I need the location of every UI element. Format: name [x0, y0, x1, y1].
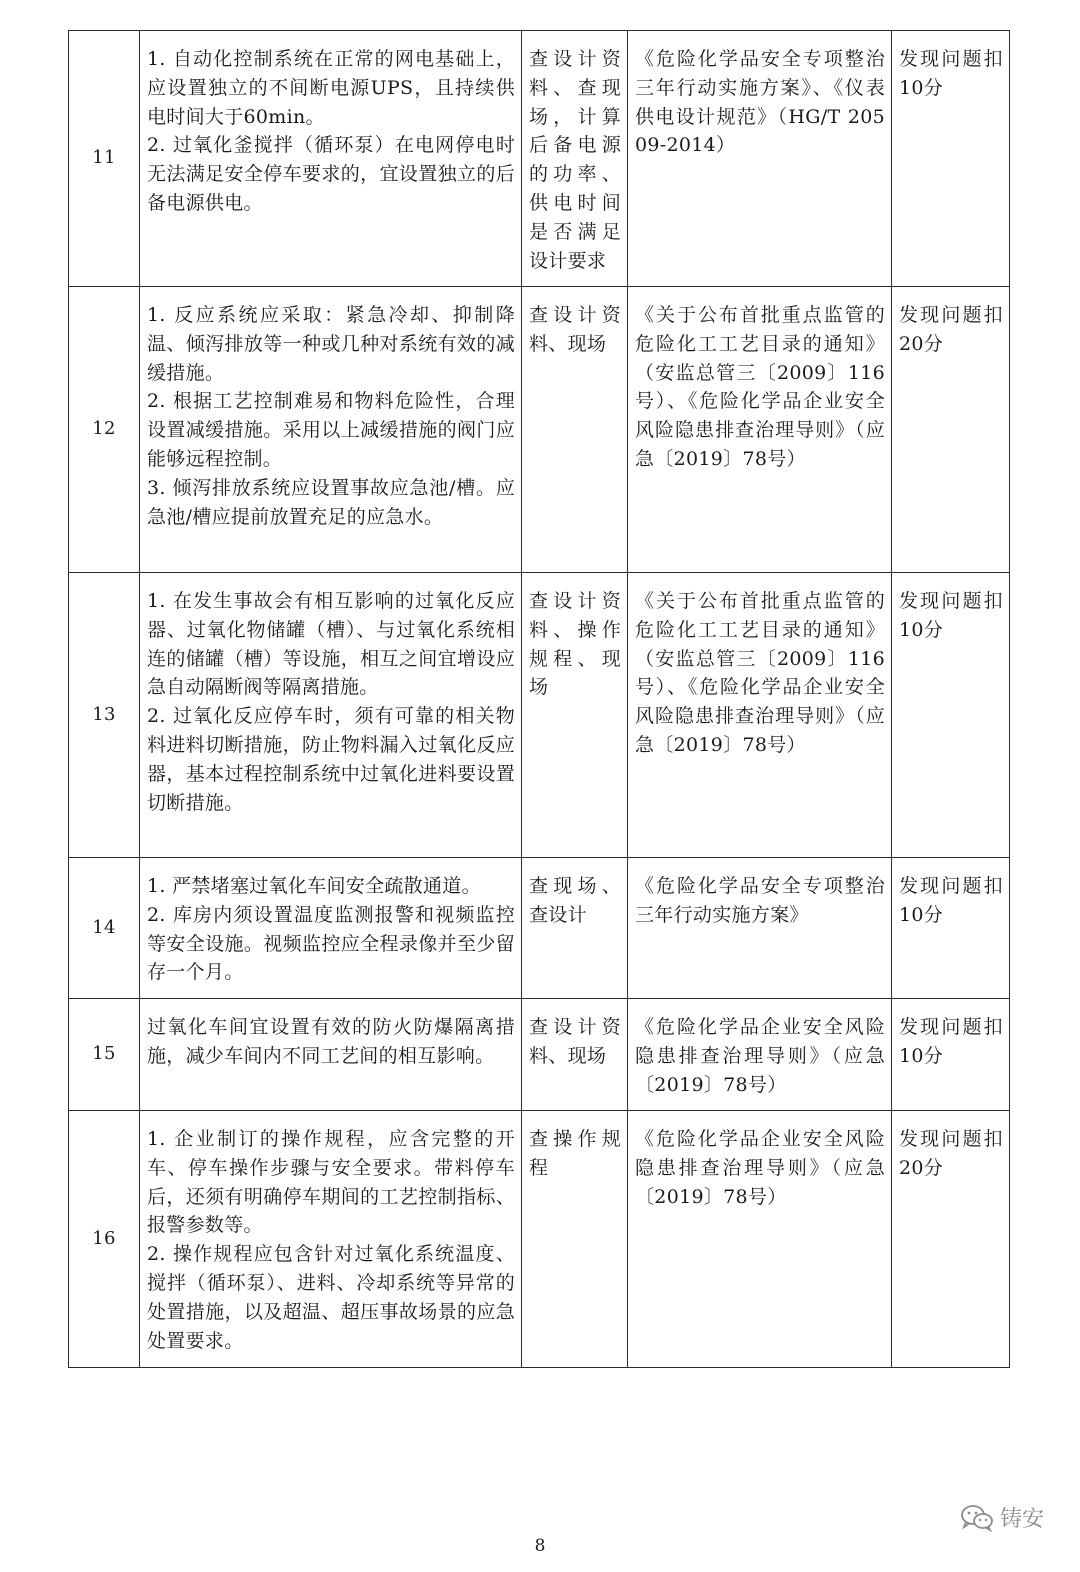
- item-number: 15: [69, 999, 140, 1111]
- watermark-text: 铸安: [999, 1507, 1044, 1532]
- method-text: 查设计资料、查现场，计算后备电源的功率、供电时间是否满足设计要求: [529, 48, 621, 272]
- table-row: [69, 31, 1010, 287]
- requirement-line: 3. 倾泻排放系统应设置事故应急池/槽。应急池/槽应提前放置充足的应急水。: [147, 476, 515, 528]
- requirement-line: 2. 过氧化反应停车时，须有可靠的相关物料进料切断措施，防止物料漏入过氧化反应器，基本过程控制系统中过氧化进料要设置切断措施。: [147, 705, 515, 814]
- requirement-line: 2. 库房内须设置温度监测报警和视频监控等安全设施。视频监控应全程录像并至少留存一个月。: [147, 903, 515, 984]
- requirements-cell: [140, 573, 522, 858]
- method-cell: [522, 1111, 628, 1368]
- item-number: 11: [69, 31, 140, 287]
- method-text: 查现场、查设计: [529, 875, 621, 926]
- method-cell: [522, 287, 628, 573]
- item-number: 16: [69, 1111, 140, 1368]
- method-cell: [522, 999, 628, 1111]
- table-row: [69, 1111, 1010, 1368]
- score-cell: [892, 1111, 1010, 1368]
- requirement-line: 1. 在发生事故会有相互影响的过氧化反应器、过氧化物储罐（槽）、与过氧化系统相连的储罐（槽）等设施，相互之间宜增设应急自动隔断阀等隔离措施。: [147, 590, 515, 699]
- requirements-cell: [140, 31, 522, 287]
- score-text: 发现问题扣20分: [899, 1128, 1003, 1179]
- basis-cell: [628, 1111, 892, 1368]
- requirements-cell: [140, 858, 522, 999]
- score-cell: [892, 31, 1010, 287]
- score-text: 发现问题扣10分: [899, 48, 1003, 99]
- requirement-line: 1. 严禁堵塞过氧化车间安全疏散通道。: [147, 875, 481, 897]
- score-text: 发现问题扣10分: [899, 875, 1003, 926]
- requirements-cell: [140, 999, 522, 1111]
- requirement-line: 过氧化车间宜设置有效的防火防爆隔离措施，减少车间内不同工艺间的相互影响。: [147, 1016, 515, 1067]
- item-number: 14: [69, 858, 140, 999]
- method-cell: [522, 31, 628, 287]
- table-row: [69, 287, 1010, 573]
- basis-text: 《危险化学品安全专项整治三年行动实施方案》: [635, 875, 885, 926]
- requirement-line: 1. 自动化控制系统在正常的网电基础上，应设置独立的不间断电源UPS，且持续供电时间大于60min。: [147, 48, 515, 128]
- item-number: 12: [69, 287, 140, 573]
- method-text: 查操作规程: [529, 1128, 621, 1179]
- score-text: 发现问题扣20分: [899, 304, 1003, 355]
- score-text: 发现问题扣10分: [899, 590, 1003, 641]
- basis-cell: [628, 287, 892, 573]
- basis-cell: [628, 858, 892, 999]
- basis-text: 《危险化学品企业安全风险隐患排查治理导则》（应急〔2019〕78号）: [635, 1128, 885, 1208]
- wechat-icon: [960, 1504, 994, 1532]
- watermark: [960, 1502, 1044, 1533]
- score-cell: [892, 999, 1010, 1111]
- requirement-line: 2. 操作规程应包含针对过氧化系统温度、搅拌（循环泵）、进料、冷却系统等异常的处置措施，以及超温、超压事故场景的应急处置要求。: [147, 1243, 515, 1352]
- requirement-line: 2. 过氧化釜搅拌（循环泵）在电网停电时无法满足安全停车要求的，宜设置独立的后备电源供电。: [147, 134, 515, 214]
- item-number: 13: [69, 573, 140, 858]
- score-text: 发现问题扣10分: [899, 1016, 1003, 1067]
- method-text: 查设计资料、现场: [529, 304, 621, 355]
- basis-cell: [628, 999, 892, 1111]
- requirements-cell: [140, 1111, 522, 1368]
- basis-cell: [628, 31, 892, 287]
- requirement-line: 2. 根据工艺控制难易和物料危险性，合理设置减缓措施。采用以上减缓措施的阀门应能够远程控制。: [147, 390, 515, 470]
- requirement-line: 1. 反应系统应采取：紧急冷却、抑制降温、倾泻排放等一种或几种对系统有效的减缓措施。: [147, 304, 515, 384]
- method-cell: [522, 858, 628, 999]
- basis-text: 《关于公布首批重点监管的危险化工工艺目录的通知》（安监总管三〔2009〕116号）、《危险化学品企业安全风险隐患排查治理导则》（应急〔2019〕78号）: [635, 304, 885, 470]
- requirement-line: 1. 企业制订的操作规程，应含完整的开车、停车操作步骤与安全要求。带料停车后，还须有明确停车期间的工艺控制指标、报警参数等。: [147, 1128, 515, 1237]
- table-row: [69, 573, 1010, 858]
- basis-text: 《关于公布首批重点监管的危险化工工艺目录的通知》（安监总管三〔2009〕116号）、《危险化学品企业安全风险隐患排查治理导则》（应急〔2019〕78号）: [635, 590, 885, 756]
- score-cell: [892, 573, 1010, 858]
- score-cell: [892, 287, 1010, 573]
- table-body: [69, 31, 1010, 1368]
- method-text: 查设计资料、操作规程、现场: [529, 590, 621, 699]
- table-row: [69, 999, 1010, 1111]
- basis-text: 《危险化学品安全专项整治三年行动实施方案》、《仪表供电设计规范》（HG/T 20509-2014）: [635, 48, 885, 157]
- basis-cell: [628, 573, 892, 858]
- method-cell: [522, 573, 628, 858]
- page-number: 8: [534, 1536, 546, 1556]
- method-text: 查设计资料、现场: [529, 1016, 621, 1067]
- requirements-cell: [140, 287, 522, 573]
- table-row: [69, 858, 1010, 999]
- inspection-table: [68, 30, 1010, 1368]
- basis-text: 《危险化学品企业安全风险隐患排查治理导则》（应急〔2019〕78号）: [635, 1016, 885, 1096]
- score-cell: [892, 858, 1010, 999]
